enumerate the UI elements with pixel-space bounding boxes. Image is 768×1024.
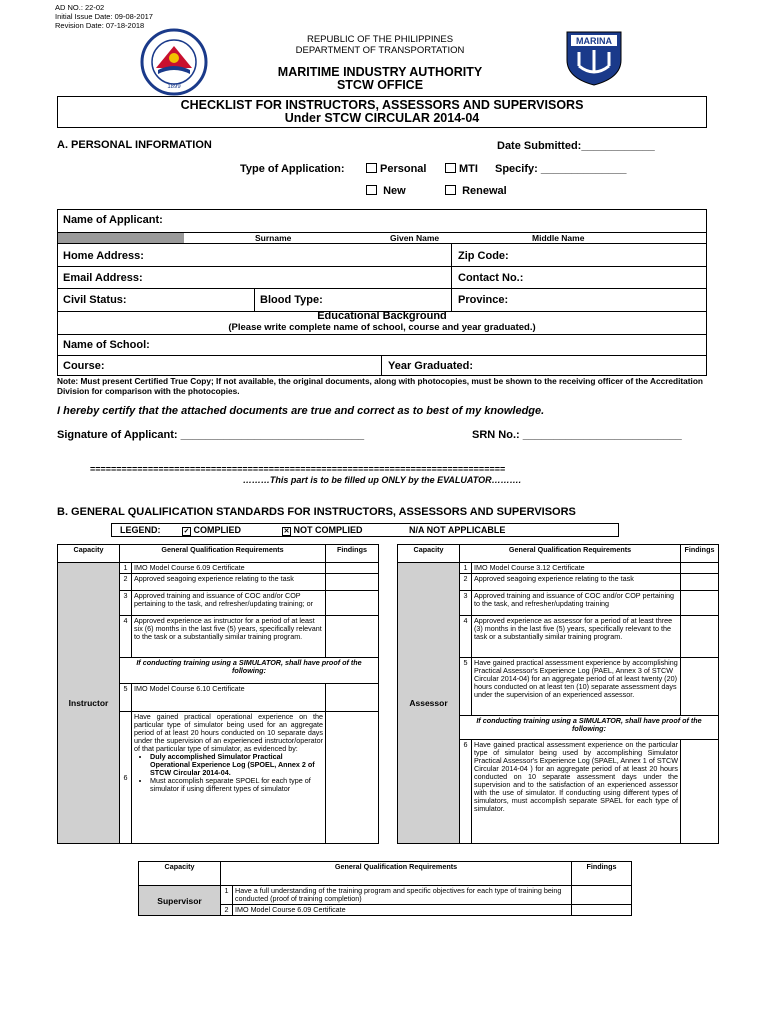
findings-header: Findings [572, 862, 632, 886]
findings-cell[interactable] [681, 563, 719, 574]
new-option-label: New [383, 185, 406, 197]
date-submitted[interactable]: Date Submitted:____________ [497, 140, 655, 152]
education-title: Educational Background [317, 310, 447, 322]
supervisor-req-1: Have a full understanding of the training program and specific objectives for each type of training being conducted (proof of training completion) [233, 886, 572, 905]
checklist-subtitle: Under STCW CIRCULAR 2014-04 [284, 111, 480, 125]
requirements-header: General Qualification Requirements [221, 862, 572, 886]
instructor-label: Instructor [58, 563, 120, 844]
email-address-label[interactable]: Email Address: [63, 272, 143, 284]
assessor-req-5: Have gained practical assessment experience by accomplishing Practical Assessor's Experience Log (PAEL, Annex 3 of STCW Circular 2014-04) for an aggregate period of at least twenty (20) hours conducted on at least ten (10) separate assessment days under the supervision of an experienced assessor. [472, 658, 681, 716]
legend-box [111, 523, 619, 537]
personal-option-label: Personal [380, 163, 427, 175]
assessor-req-1: IMO Model Course 3.12 Certificate [472, 563, 681, 574]
findings-cell[interactable] [326, 591, 379, 616]
findings-cell[interactable] [326, 712, 379, 844]
section-a-heading: A. PERSONAL INFORMATION [57, 139, 212, 151]
blood-type-label[interactable]: Blood Type: [260, 294, 323, 306]
instructor-req-5: IMO Model Course 6.10 Certificate [132, 684, 326, 712]
contact-no-label[interactable]: Contact No.: [458, 272, 524, 284]
mti-option[interactable] [445, 163, 478, 175]
name-of-applicant-label[interactable]: Name of Applicant: [63, 214, 163, 226]
education-note: (Please write complete name of school, course and year graduated.) [228, 322, 536, 333]
requirements-header: General Qualification Requirements [460, 545, 681, 563]
mti-checkbox[interactable] [445, 163, 456, 173]
findings-cell[interactable] [681, 658, 719, 716]
divider [57, 243, 707, 244]
findings-cell[interactable] [681, 591, 719, 616]
findings-cell[interactable] [326, 616, 379, 658]
signature-field[interactable]: Signature of Applicant: ______________________________ [57, 429, 365, 441]
instructor-req-1: IMO Model Course 6.09 Certificate [132, 563, 326, 574]
new-checkbox[interactable] [366, 185, 377, 195]
requirements-header: General Qualification Requirements [120, 545, 326, 563]
assessor-table: Capacity General Qualification Requirements Findings Assessor 1 IMO Model Course 3.12 Certificate 2 Approved seagoing experience relating to the task 3 Approved training and issuance of COC and/or COP pertaining to the task, and refresher/updating training 4 Approved experience as assessor for a period of at least three (3) months in the last five (5) years, specifically relevant to the task or a substantially similar training program. 5 Have gained practical assessment experience by accomplishing Practical Assessor's Experience Log (PAEL, Annex 3 of STCW Circular 2014-04) for an aggregate period of at least twenty (20) hours conducted on at least ten (10) separate assessment days under the supervision of an experienced assessor. If conducting training using a SIMULATOR, shall have proof of the following: 6 Have gained practical assessment experience on the particular type of simulator being used by accomplishing Simulator Practical Assessor's Experience Log (SPAEL, Annex 1 of STCW Circular 2014-04 ) for an aggregate period of at least 20 hours conducted on 10 separate assessment days under the supervision and to the satisfaction of an experienced assessor with the use of simulator. If conducting using different types of simulators, must accomplish separate SPAEL for each type of simulator. [397, 544, 719, 844]
type-of-application-label: Type of Application: [240, 163, 345, 175]
checklist-title-box [57, 96, 707, 128]
marina-logo-text: MARINA [576, 36, 612, 46]
assessor-req-4: Approved experience as assessor for a period of at least three (3) months in the last five (5) years, specifically relevant to the task or a substantially similar training program. [472, 616, 681, 658]
home-address-label[interactable]: Home Address: [63, 250, 144, 262]
zip-code-label[interactable]: Zip Code: [458, 250, 509, 262]
course-label[interactable]: Course: [63, 360, 105, 372]
section-b-heading: B. GENERAL QUALIFICATION STANDARDS FOR INSTRUCTORS, ASSESSORS AND SUPERVISORS [57, 506, 576, 518]
office-title: STCW OFFICE [336, 78, 424, 92]
middle-name-label: Middle Name [532, 233, 585, 243]
renewal-option-label: Renewal [462, 185, 507, 197]
supervisor-req-2: IMO Model Course 6.09 Certificate [233, 905, 572, 916]
divider [57, 355, 707, 356]
findings-cell[interactable] [326, 574, 379, 591]
legend-na: N/A NOT APPLICABLE [409, 525, 506, 535]
instructor-req-6-bullet-1: • Duly accomplished Simulator Practical Operational Experience Log (SPOEL, Annex 2 of STCW Circular 2014-04. [150, 753, 323, 777]
province-label[interactable]: Province: [458, 294, 509, 306]
assessor-simulator-heading: If conducting training using a SIMULATOR, shall have proof of the following: [460, 716, 719, 740]
divider [254, 288, 255, 311]
instructor-req-4: Approved experience as instructor for a period of at least six (6) months in the last five (5) years, specifically relevant to the task or a substantially similar training program. [132, 616, 326, 658]
divider [57, 266, 707, 267]
divider [451, 243, 452, 311]
given-name-label: Given Name [390, 233, 440, 243]
instructor-req-6-text: Have gained practical operational experience on the particular type of simulator being used for an aggregate period of at least 20 hours conducted on 10 separate days under the supervision of an experienced instructor/operator of that particular type of simulator, as evidenced by: [134, 712, 323, 753]
revision-date: Revision Date: 07-18-2018 [55, 21, 145, 30]
new-option[interactable] [366, 185, 406, 197]
dotr-seal-logo [140, 28, 208, 96]
divider [57, 334, 707, 335]
findings-cell[interactable] [681, 616, 719, 658]
findings-cell[interactable] [681, 740, 719, 844]
shaded-cell [58, 232, 184, 243]
separator-line: =============================================================================== [90, 464, 506, 474]
instructor-req-2: Approved seagoing experience relating to the task [132, 574, 326, 591]
assessor-req-6: Have gained practical assessment experience on the particular type of simulator being used by accomplishing Simulator Practical Assessor's Experience Log (SPAEL, Annex 1 of STCW Circular 2014-04 ) for an aggregate period of at least 20 hours conducted on 10 separate assessment days under the supervision and to the satisfaction of an experienced assessor with the use of simulator. If conducting using different types of simulators, must accomplish separate SPAEL for each type of simulator. [472, 740, 681, 844]
legend-not-complied-label: NOT COMPLIED [293, 525, 363, 535]
x-icon: ✕ [283, 528, 290, 535]
instructor-req-6-bullet-2: • Must accomplish separate SPOEL for each type of simulator if using different types of simulator [150, 777, 323, 793]
legend-label: LEGEND: [120, 525, 161, 535]
issue-date: Initial Issue Date: 09-08-2017 [55, 12, 153, 21]
checklist-title: CHECKLIST FOR INSTRUCTORS, ASSESSORS AND SUPERVISORS [180, 98, 584, 112]
photocopy-note: Note: Must present Certified True Copy; If not available, the original documents, along with photocopies, must be shown to the receiving officer of the Accreditation Division for comparison with the photocopies. [57, 376, 703, 396]
findings-cell[interactable] [326, 563, 379, 574]
legend-complied-label: COMPLIED [193, 525, 242, 535]
findings-cell[interactable] [326, 684, 379, 712]
personal-checkbox[interactable] [366, 163, 377, 173]
divider [57, 232, 707, 233]
instructor-req-3: Approved training and issuance of COC and/or COP pertaining to the task, and refresher/updating training; or [132, 591, 326, 616]
civil-status-label[interactable]: Civil Status: [63, 294, 127, 306]
assessor-req-2: Approved seagoing experience relating to the task [472, 574, 681, 591]
legend-not-complied [282, 524, 363, 536]
divider [57, 288, 707, 289]
department-text: DEPARTMENT OF TRANSPORTATION [295, 45, 465, 56]
renewal-option[interactable] [445, 185, 507, 197]
instructor-simulator-heading: If conducting training using a SIMULATOR, shall have proof of the following: [120, 658, 379, 684]
findings-cell[interactable] [572, 886, 632, 905]
seal-year: 1899 [167, 84, 181, 90]
mti-option-label: MTI [459, 163, 478, 175]
instructor-table: Capacity General Qualification Requirements Findings Instructor 1 IMO Model Course 6.09 Certificate 2 Approved seagoing experience relating to the task 3 Approved training and issuance of COC and/or COP pertaining to the task, and refresher/updating training; or 4 Approved experience as instructor for a period of at least six (6) months in the last five (5) years, specifically relevant to the task or a substantially similar training program. If conducting training using a SIMULATOR, shall have proof of the following: 5 IMO Model Course 6.10 Certificate 6 Have gained practical operational experience on the particular type of simulator being used for an aggregate period of at least 20 hours conducted on 10 separate days under the supervision of an experienced instructor/operator of that particular type of simulator, as evidenced by: • Duly accomplished Simulator Practical Operational Experience Log (SPOEL, Annex 2 of STCW Circular 2014-04. • Must accomplish separate SPOEL for each type of simulator if using different types of simulator [57, 544, 379, 844]
personal-option[interactable] [366, 163, 426, 175]
year-graduated-label[interactable]: Year Graduated: [388, 360, 473, 372]
capacity-header: Capacity [398, 545, 460, 563]
specify-field[interactable]: Specify: ______________ [495, 163, 627, 175]
findings-cell[interactable] [681, 574, 719, 591]
srn-field[interactable]: SRN No.: __________________________ [472, 429, 682, 441]
findings-cell[interactable] [572, 905, 632, 916]
check-icon: ✓ [183, 528, 190, 535]
assessor-label: Assessor [398, 563, 460, 844]
authority-title: MARITIME INDUSTRY AUTHORITY [277, 65, 483, 79]
capacity-header: Capacity [58, 545, 120, 563]
findings-header: Findings [326, 545, 379, 563]
school-label[interactable]: Name of School: [63, 339, 150, 351]
assessor-req-3: Approved training and issuance of COC and/or COP pertaining to the task, and refresher/updating training [472, 591, 681, 616]
renewal-checkbox[interactable] [445, 185, 456, 195]
supervisor-label: Supervisor [139, 886, 221, 916]
certification-statement: I hereby certify that the attached documents are true and correct as to best of my knowledge. [57, 405, 545, 417]
ad-number: AD NO.: 22-02 [55, 3, 105, 12]
marina-logo [565, 30, 623, 86]
capacity-header: Capacity [139, 862, 221, 886]
legend-complied [182, 524, 241, 536]
evaluator-note: ………This part is to be filled up ONLY by the EVALUATOR………. [242, 475, 522, 485]
findings-header: Findings [681, 545, 719, 563]
instructor-req-6 [132, 712, 326, 844]
supervisor-table: Capacity General Qualification Requirements Findings Supervisor 1 Have a full understanding of the training program and specific objectives for each type of training being conducted (proof of training completion) 2 IMO Model Course 6.09 Certificate [138, 861, 632, 916]
surname-label: Surname [255, 233, 292, 243]
republic-text: REPUBLIC OF THE PHILIPPINES [306, 34, 454, 45]
divider [381, 355, 382, 376]
